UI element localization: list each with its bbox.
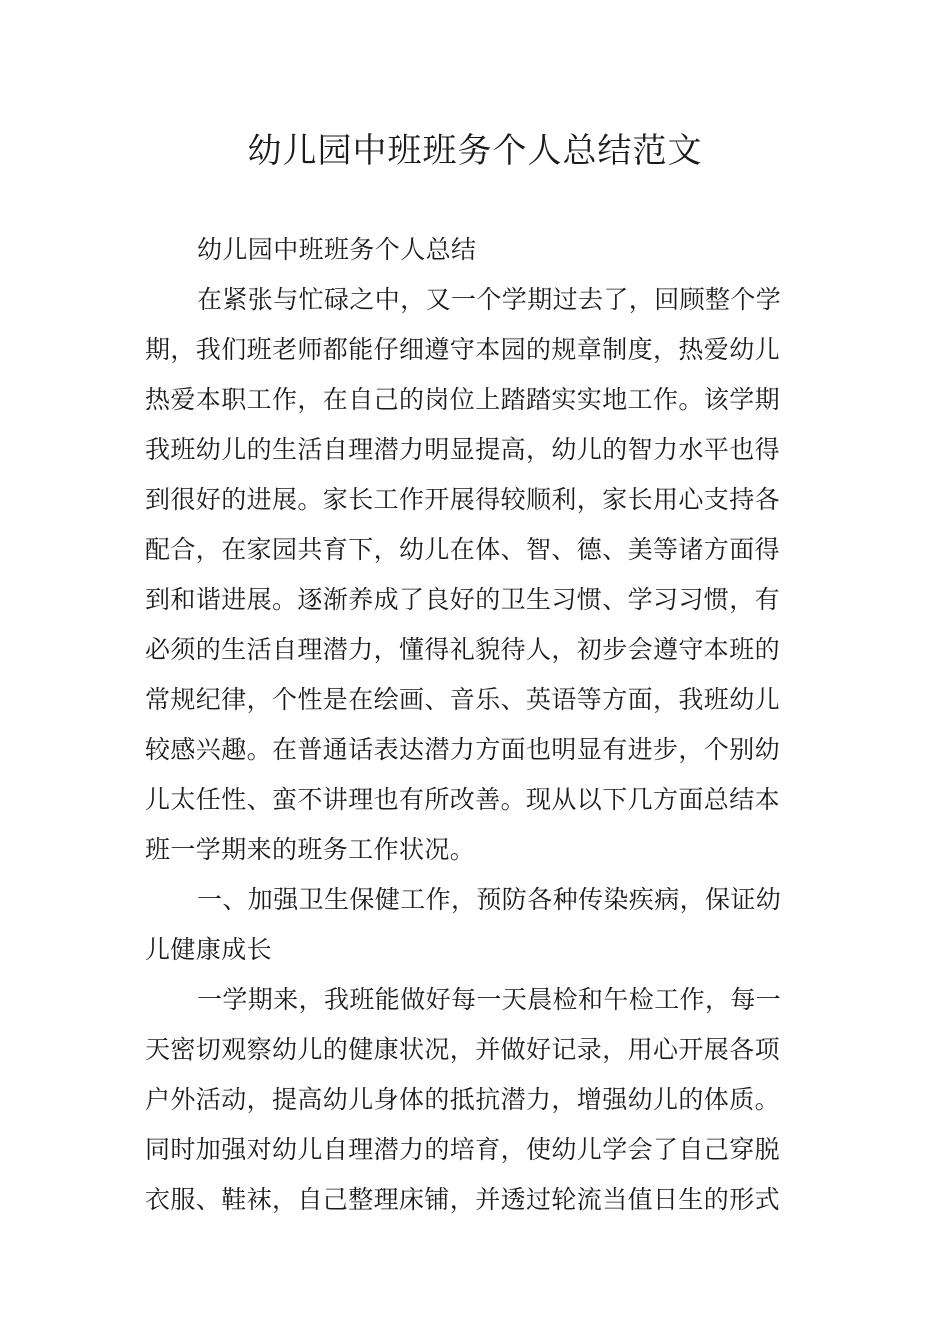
- text-line: 同时加强对幼儿自理潜力的培育，使幼儿学会了自己穿脱: [145, 1135, 781, 1164]
- text-line: 到很好的进展。家长工作开展得较顺利，家长用心支持各: [145, 485, 781, 514]
- document-body: [145, 225, 807, 1225]
- paragraph-intro: [145, 275, 807, 875]
- section-heading-1: [145, 875, 807, 975]
- text-line: 热爱本职工作，在自己的岗位上踏踏实实地工作。该学期: [145, 385, 781, 414]
- text-line: 期，我们班老师都能仔细遵守本园的规章制度，热爱幼儿: [145, 335, 781, 364]
- text-line: 幼儿园中班班务个人总结: [197, 235, 477, 264]
- paragraph-subtitle: [145, 225, 807, 275]
- text-line: 户外活动，提高幼儿身体的抵抗潜力，增强幼儿的体质。: [145, 1085, 781, 1114]
- text-line: 儿健康成长: [145, 935, 273, 964]
- text-line: 衣服、鞋袜，自己整理床铺，并透过轮流当值日生的形式: [145, 1185, 781, 1214]
- text-line: 较感兴趣。在普通话表达潜力方面也明显有进步，个别幼: [145, 735, 781, 764]
- text-line: 常规纪律，个性是在绘画、音乐、英语等方面，我班幼儿: [145, 685, 781, 714]
- text-line: 一、加强卫生保健工作，预防各种传染疾病，保证幼: [197, 885, 782, 914]
- text-line: 儿太任性、蛮不讲理也有所改善。现从以下几方面总结本: [145, 785, 781, 814]
- text-line: 一学期来，我班能做好每一天晨检和午检工作，每一: [197, 985, 782, 1014]
- paragraph-section-1: [145, 975, 807, 1225]
- text-line: 配合，在家园共育下，幼儿在体、智、德、美等诸方面得: [145, 535, 781, 564]
- text-line: 班一学期来的班务工作状况。: [145, 835, 476, 864]
- text-line: 必须的生活自理潜力，懂得礼貌待人，初步会遵守本班的: [145, 635, 781, 664]
- text-line: 到和谐进展。逐渐养成了良好的卫生习惯、学习习惯，有: [145, 585, 781, 614]
- text-line: 在紧张与忙碌之中，又一个学期过去了，回顾整个学: [197, 285, 782, 314]
- document-title: 幼儿园中班班务个人总结范文: [247, 131, 703, 171]
- text-line: 我班幼儿的生活自理潜力明显提高，幼儿的智力水平也得: [145, 435, 781, 464]
- text-line: 天密切观察幼儿的健康状况，并做好记录，用心开展各项: [145, 1035, 781, 1064]
